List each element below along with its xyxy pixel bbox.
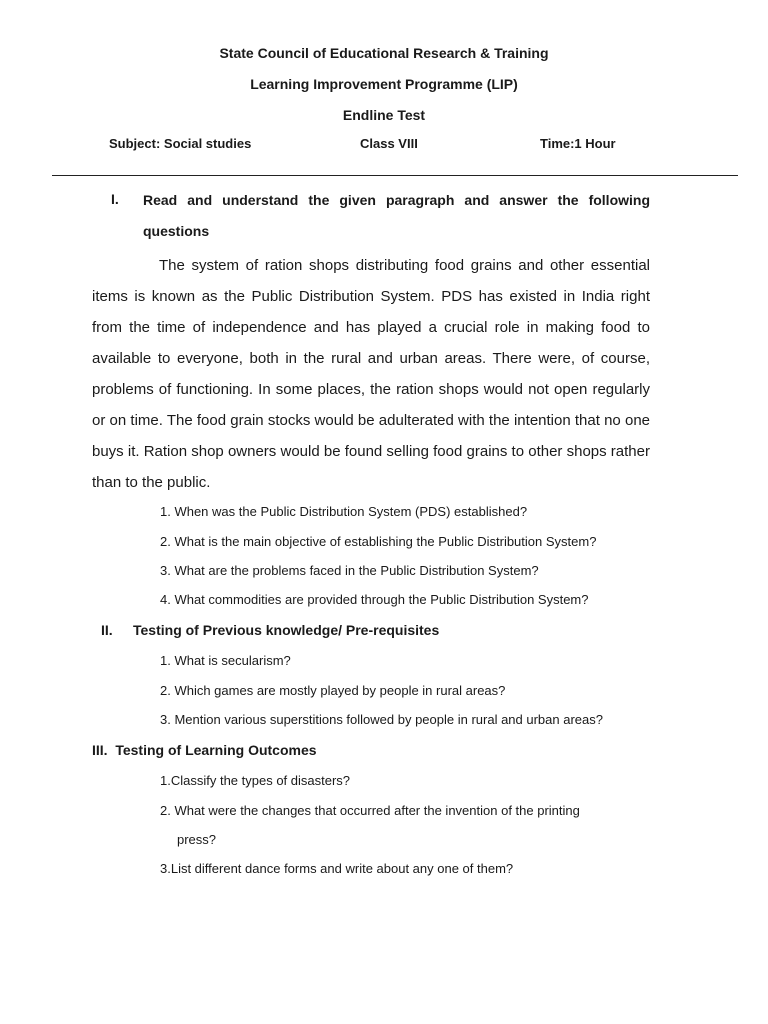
reading-paragraph: The system of ration shops distributing food grains and other essential items is known as the Public Distribution System. PDS has existed in India right from the time of independence and has played a crucial role in making food to available to everyone, both in the rural and urban areas. There were, of course, problems of functioning. In some places, the ration shops would not open regularly or on time. The food grain stocks would be adulterated with the intention that no one buys it. Ration shop owners would be found selling food grains to other shops rather than to the public.	[92, 257, 650, 491]
time-label: Time:1 Hour	[540, 136, 616, 151]
test-title: Endline Test	[342, 107, 426, 123]
section-1-number: I.	[111, 191, 119, 207]
section-2-question-2: 2. Which games are mostly played by people in rural areas?	[160, 683, 506, 698]
header-divider	[52, 175, 738, 176]
section-3-question-2-continued: press?	[177, 832, 217, 847]
section-1-question-3: 3. What are the problems faced in the Public Distribution System?	[160, 563, 539, 578]
section-3-title: III. Testing of Learning Outcomes	[92, 742, 317, 758]
section-3-question-2: 2. What were the changes that occurred after the invention of the printing	[160, 803, 580, 818]
section-1-question-1: 1. When was the Public Distribution System (PDS) established?	[160, 504, 528, 519]
section-2-title: Testing of Previous knowledge/ Pre-requisites	[133, 622, 440, 638]
section-3-question-3: 3.List different dance forms and write about any one of them?	[160, 861, 514, 876]
section-1-instruction: Read and understand the given paragraph and answer the following questions	[143, 192, 650, 239]
section-2-number: II.	[101, 622, 113, 638]
class-label: Class VIII	[360, 136, 418, 151]
section-2-question-1: 1. What is secularism?	[160, 653, 291, 668]
section-1-question-4: 4. What commodities are provided through the Public Distribution System?	[160, 592, 589, 607]
org-title: State Council of Educational Research & Training	[219, 45, 549, 61]
section-2-question-3: 3. Mention various superstitions followed by people in rural and urban areas?	[160, 712, 603, 727]
section-1-question-2: 2. What is the main objective of establishing the Public Distribution System?	[160, 534, 597, 549]
subject-label: Subject: Social studies	[109, 136, 252, 151]
programme-title: Learning Improvement Programme (LIP)	[250, 76, 518, 92]
section-3-question-1: 1.Classify the types of disasters?	[160, 773, 351, 788]
